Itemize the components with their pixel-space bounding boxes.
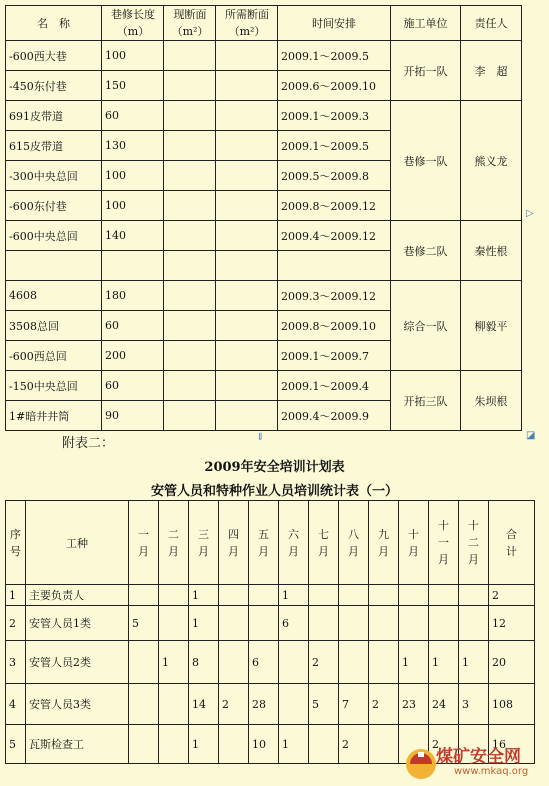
header-current-section: 现断面（m²）: [164, 6, 216, 41]
table-row: [6, 281, 522, 311]
cell-unit: 巷修一队: [391, 101, 461, 221]
cell-month-count: [159, 684, 189, 725]
site-watermark-logo: [402, 740, 549, 786]
cell-month-count: 1: [279, 725, 309, 764]
cell-month-count: [369, 725, 399, 764]
cell-length: 130: [102, 131, 164, 161]
cell-month-count: 5: [129, 606, 159, 641]
cell-length: 100: [102, 41, 164, 71]
cell-time: 2009.1～2009.5: [278, 41, 391, 71]
cell-time: 2009.1～2009.4: [278, 371, 391, 401]
cell-month-count: 3: [459, 684, 489, 725]
cell-time: 2009.1～2009.7: [278, 341, 391, 371]
header-total: 合计: [489, 501, 535, 585]
cell-length: 60: [102, 101, 164, 131]
cell-month-count: [369, 585, 399, 606]
table-row: [6, 41, 522, 71]
cell-month-count: 1: [279, 585, 309, 606]
cell-length: 200: [102, 341, 164, 371]
cell-month-count: [129, 641, 159, 684]
table-row: [6, 221, 522, 251]
cell-month-count: 24: [429, 684, 459, 725]
cell-time: 2009.8～2009.12: [278, 191, 391, 221]
header-month: 一月: [129, 501, 159, 585]
cell-time: 2009.6～2009.10: [278, 71, 391, 101]
cell-person: 秦性根: [461, 221, 522, 281]
cell-time: 2009.1～2009.5: [278, 131, 391, 161]
cell-name: -150中央总回: [6, 371, 102, 401]
cell-month-count: [399, 585, 429, 606]
header-name: 名 称: [6, 6, 102, 41]
cell-unit: 综合一队: [391, 281, 461, 371]
cell-length: 60: [102, 371, 164, 401]
training-statistics-table: [5, 500, 535, 764]
table-row: [6, 684, 535, 725]
cell-month-count: 1: [399, 641, 429, 684]
cell-month-count: 2: [339, 725, 369, 764]
cell-index: 4: [6, 684, 26, 725]
cell-month-count: [249, 606, 279, 641]
cell-month-count: 1: [429, 641, 459, 684]
cell-month-count: [219, 725, 249, 764]
cell-index: 2: [6, 606, 26, 641]
cell-time: 2009.8～2009.10: [278, 311, 391, 341]
cell-name: 4608: [6, 281, 102, 311]
cell-month-count: [219, 606, 249, 641]
cell-person: 李 超: [461, 41, 522, 101]
cell-index: 5: [6, 725, 26, 764]
cell-job-type: 安管人员3类: [26, 684, 129, 725]
cell-month-count: 5: [309, 684, 339, 725]
header-month: 十一月: [429, 501, 459, 585]
cell-time: 2009.3～2009.12: [278, 281, 391, 311]
appendix-label: 附表二：: [62, 436, 115, 451]
cell-month-count: [429, 606, 459, 641]
cell-index: 3: [6, 641, 26, 684]
cell-month-count: 2: [309, 641, 339, 684]
cell-month-count: [219, 585, 249, 606]
cell-month-count: 1: [159, 641, 189, 684]
cell-total: 16: [489, 725, 535, 764]
header-length: 巷修长度（m）: [102, 6, 164, 41]
header-month: 六月: [279, 501, 309, 585]
cell-month-count: 28: [249, 684, 279, 725]
watermark-url: www.mkaq.org: [454, 766, 529, 777]
cell-name: 615皮带道: [6, 131, 102, 161]
header-unit: 施工单位: [391, 6, 461, 41]
cell-name: -600西大巷: [6, 41, 102, 71]
cell-month-count: [429, 585, 459, 606]
cell-month-count: [129, 725, 159, 764]
table-resize-icon[interactable]: ◪: [526, 430, 536, 441]
cell-month-count: 23: [399, 684, 429, 725]
header-month: 七月: [309, 501, 339, 585]
cell-month-count: [339, 585, 369, 606]
cell-name: [6, 251, 102, 281]
cell-month-count: 14: [189, 684, 219, 725]
cell-name: 3508总回: [6, 311, 102, 341]
table-row: [6, 606, 535, 641]
header-month: 十月: [399, 501, 429, 585]
table-row: [6, 585, 535, 606]
cell-length: 90: [102, 401, 164, 431]
header-job-type: 工种: [26, 501, 129, 585]
mine-helmet-icon: [404, 742, 438, 782]
cell-job-type: 安管人员1类: [26, 606, 129, 641]
cell-index: 1: [6, 585, 26, 606]
watermark-name: 煤矿安全网: [436, 747, 521, 767]
tunnel-repair-table: [5, 5, 522, 431]
cell-month-count: [309, 585, 339, 606]
cell-month-count: 2: [219, 684, 249, 725]
cell-person: 朱坝根: [461, 371, 522, 431]
header-month: 五月: [249, 501, 279, 585]
page-title: 2009年安全培训计划表: [204, 460, 345, 475]
cell-month-count: [309, 606, 339, 641]
cell-month-count: [339, 641, 369, 684]
cell-name: -600西总回: [6, 341, 102, 371]
cell-month-count: 1: [459, 641, 489, 684]
cell-time: 2009.4～2009.9: [278, 401, 391, 431]
cell-name: 691皮带道: [6, 101, 102, 131]
cell-time: 2009.1～2009.3: [278, 101, 391, 131]
cell-job-type: 瓦斯检查工: [26, 725, 129, 764]
row-handle-icon[interactable]: ▷: [526, 208, 534, 219]
header-month: 四月: [219, 501, 249, 585]
cell-time: [278, 251, 391, 281]
cell-total: 12: [489, 606, 535, 641]
cell-month-count: [129, 585, 159, 606]
cell-job-type: 安管人员2类: [26, 641, 129, 684]
cell-name: 1#暗井井筒: [6, 401, 102, 431]
cell-length: 180: [102, 281, 164, 311]
cell-month-count: [159, 606, 189, 641]
cell-month-count: 6: [279, 606, 309, 641]
cell-month-count: 8: [189, 641, 219, 684]
cell-total: 2: [489, 585, 535, 606]
cell-month-count: [219, 641, 249, 684]
cell-month-count: [369, 641, 399, 684]
header-required-section: 所需断面（m²）: [216, 6, 278, 41]
header-month: 十二月: [459, 501, 489, 585]
table-row: [6, 371, 522, 401]
table-header-row: [6, 6, 522, 41]
header-month: 八月: [339, 501, 369, 585]
cell-month-count: [369, 606, 399, 641]
cell-month-count: 6: [249, 641, 279, 684]
cell-month-count: 7: [339, 684, 369, 725]
cell-length: 150: [102, 71, 164, 101]
cell-name: -450东付巷: [6, 71, 102, 101]
cell-unit: 巷修二队: [391, 221, 461, 281]
cell-month-count: 2: [369, 684, 399, 725]
cell-length: 140: [102, 221, 164, 251]
table-move-icon[interactable]: ⇓: [256, 432, 265, 443]
header-month: 九月: [369, 501, 399, 585]
header-index: 序号: [6, 501, 26, 585]
header-schedule: 时间安排: [278, 6, 391, 41]
cell-person: 熊义龙: [461, 101, 522, 221]
table-row: [6, 641, 535, 684]
cell-month-count: [459, 606, 489, 641]
cell-month-count: 1: [189, 585, 219, 606]
table-row: [6, 101, 522, 131]
cell-length: 60: [102, 311, 164, 341]
cell-month-count: [279, 641, 309, 684]
cell-total: 20: [489, 641, 535, 684]
cell-total: 108: [489, 684, 535, 725]
cell-length: [102, 251, 164, 281]
cell-unit: 开拓三队: [391, 371, 461, 431]
cell-time: 2009.5～2009.8: [278, 161, 391, 191]
cell-month-count: [279, 684, 309, 725]
cell-month-count: 2: [429, 725, 459, 764]
cell-time: 2009.4～2009.12: [278, 221, 391, 251]
cell-month-count: [309, 725, 339, 764]
cell-length: 100: [102, 191, 164, 221]
cell-month-count: [159, 585, 189, 606]
cell-name: -600中央总回: [6, 221, 102, 251]
cell-person: 柳毅平: [461, 281, 522, 371]
cell-month-count: [129, 684, 159, 725]
table-header-row: [6, 501, 535, 585]
cell-month-count: 10: [249, 725, 279, 764]
cell-name: -300中央总回: [6, 161, 102, 191]
cell-month-count: [159, 725, 189, 764]
cell-job-type: 主要负责人: [26, 585, 129, 606]
cell-month-count: [339, 606, 369, 641]
cell-month-count: 1: [189, 606, 219, 641]
header-person: 责任人: [461, 6, 522, 41]
cell-length: 100: [102, 161, 164, 191]
cell-month-count: [459, 585, 489, 606]
header-month: 二月: [159, 501, 189, 585]
cell-month-count: 1: [189, 725, 219, 764]
table-title: 安管人员和特种作业人员培训统计表（一）: [150, 484, 398, 499]
cell-month-count: [249, 585, 279, 606]
cell-unit: 开拓一队: [391, 41, 461, 101]
cell-month-count: [399, 606, 429, 641]
header-month: 三月: [189, 501, 219, 585]
cell-name: -600东付巷: [6, 191, 102, 221]
